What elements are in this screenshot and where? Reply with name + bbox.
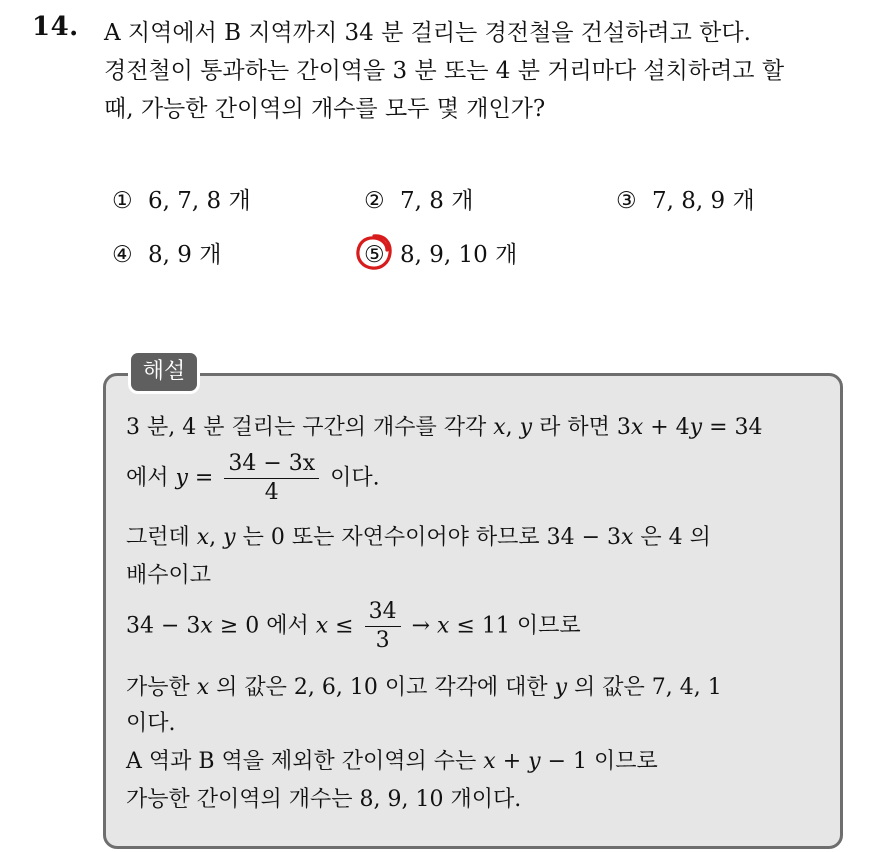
solution-line-7: 이다. bbox=[126, 711, 176, 736]
choice-3[interactable] bbox=[616, 182, 755, 215]
choice-4-number: ④ bbox=[112, 242, 133, 268]
choice-3-number: ③ bbox=[616, 188, 637, 214]
solution-line-3: 그런데 x, y 는 0 또는 자연수이어야 하므로 34 − 3x 은 4 의 bbox=[126, 525, 711, 550]
question-line-2: 경전철이 통과하는 간이역을 3 분 또는 4 분 거리마다 설치하려고 할 bbox=[104, 58, 785, 84]
choice-4-text: 8, 9 개 bbox=[148, 242, 222, 268]
choice-3-text: 7, 8, 9 개 bbox=[652, 188, 755, 214]
question-line-1: A 지역에서 B 지역까지 34 분 걸리는 경전철을 건설하려고 한다. bbox=[104, 20, 751, 46]
solution-line-4: 배수이고 bbox=[126, 563, 212, 588]
question-line-3: 때, 가능한 간이역의 개수를 모두 몇 개인가? bbox=[104, 96, 546, 122]
choice-2[interactable] bbox=[364, 182, 473, 215]
choice-5-number: ⑤ bbox=[364, 242, 385, 268]
solution-line-2: 에서 y = $\frac{34 - 3x}{4}$ 이다. bbox=[126, 451, 380, 505]
solution-line-6: 가능한 x 의 값은 2, 6, 10 이고 각각에 대한 y 의 값은 7, 4, 1 bbox=[126, 675, 722, 700]
choice-5-text: 8, 9, 10 개 bbox=[400, 242, 518, 268]
question-number: 14. bbox=[32, 12, 79, 42]
solution-line-9: 가능한 간이역의 개수는 8, 9, 10 개이다. bbox=[126, 787, 522, 812]
solution-line-5: 34 − 3x ≥ 0 에서 x ≤ $\frac{34}{3}$ → x ≤ 11 이므로 bbox=[126, 599, 581, 653]
solution-line-1: 3 분, 4 분 걸리는 구간의 개수를 각각 x, y 라 하면 3x + 4y = 34 bbox=[126, 415, 763, 440]
choice-2-number: ② bbox=[364, 188, 385, 214]
choice-1-number: ① bbox=[112, 188, 133, 214]
choice-4[interactable] bbox=[112, 236, 221, 269]
solution-tag: 해설 bbox=[128, 350, 200, 394]
choice-1[interactable] bbox=[112, 182, 251, 215]
solution-line-8: A 역과 B 역을 제외한 간이역의 수는 x + y − 1 이므로 bbox=[126, 749, 658, 774]
fraction-34-3: $\frac{34}{3}$ bbox=[365, 598, 401, 655]
choice-1-text: 6, 7, 8 개 bbox=[148, 188, 251, 214]
answer-circle-mark bbox=[354, 232, 394, 272]
choice-2-text: 7, 8 개 bbox=[400, 188, 474, 214]
fraction-y: $\frac{34 - 3x}{4}$ bbox=[224, 450, 319, 507]
